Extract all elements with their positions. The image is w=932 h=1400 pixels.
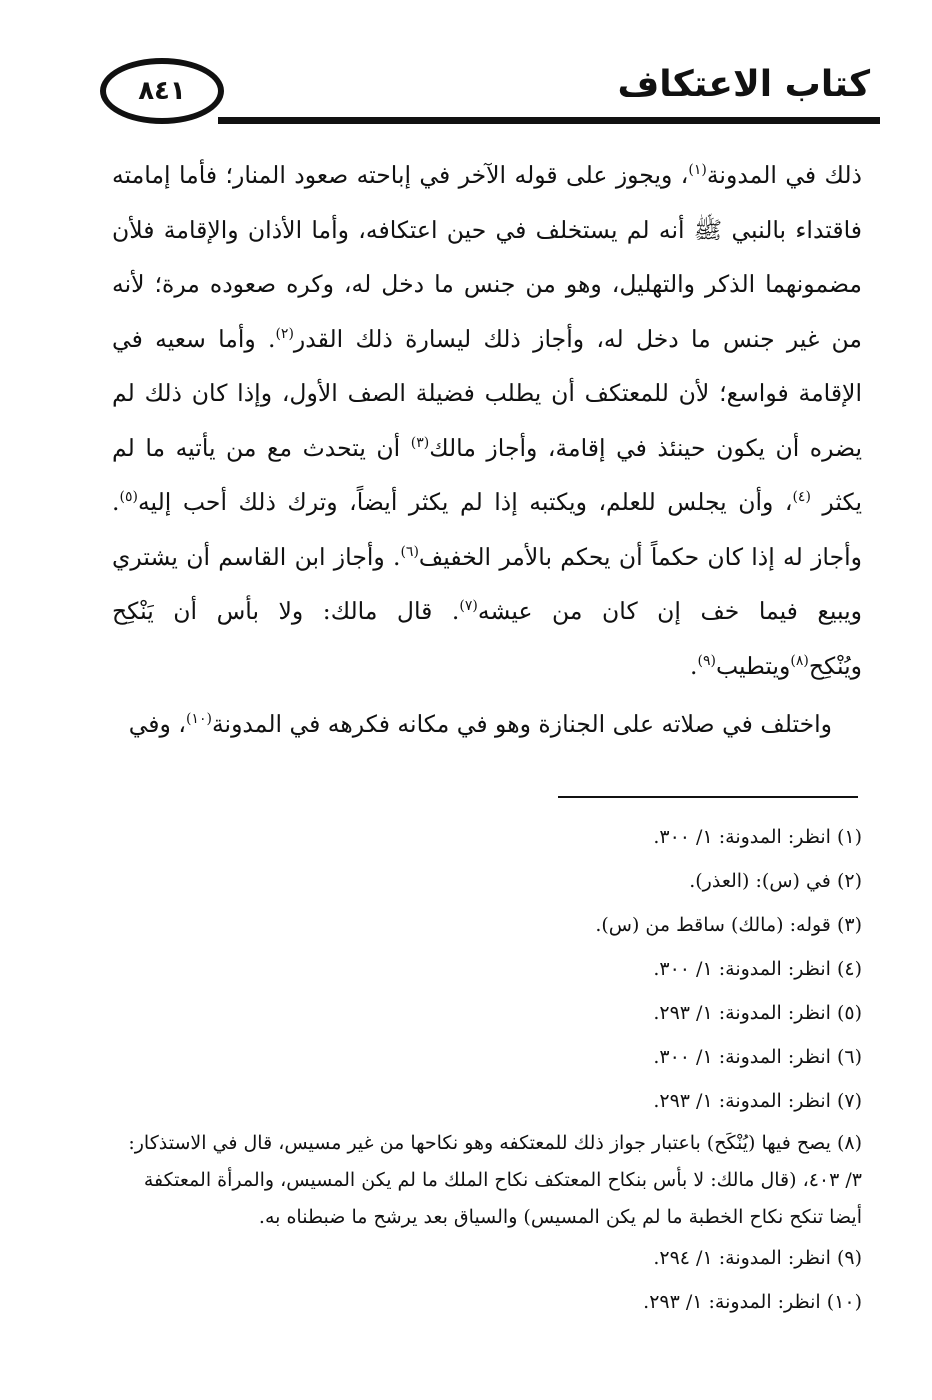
- text-run: واختلف في صلاته على الجنازة وهو في مكانه فكرهه في المدونة: [211, 710, 832, 738]
- footnote-item: [112, 947, 862, 991]
- footnote-marker[interactable]: (٨): [790, 652, 809, 669]
- footnote-text: في (س): (العذر).: [689, 870, 831, 892]
- text-run: . وأجاز ابن القاسم أن يشتري ويبيع فيما خف إن كان من عيشه: [112, 542, 862, 625]
- footnote-marker[interactable]: (١٠): [185, 711, 212, 727]
- footnote-item: [112, 859, 862, 903]
- footnote-marker[interactable]: (٧): [459, 598, 478, 614]
- footnote-number: (٩): [836, 1247, 862, 1269]
- footnote-item: [112, 1125, 862, 1236]
- footnote-number: (٨): [836, 1132, 862, 1154]
- text-run: . قال مالك: ولا بأس أن يَنْكِح ويُنْكِح: [112, 597, 862, 680]
- footnote-item: [112, 1079, 862, 1123]
- text-run: أن يتحدث مع من يأتيه ما لم يكثر: [112, 433, 863, 516]
- footnote-number: (٣): [836, 914, 862, 936]
- footnote-marker[interactable]: (٩): [697, 652, 716, 669]
- footnote-number: (٥): [836, 1002, 862, 1024]
- header-rule: [218, 117, 880, 124]
- footnote-marker[interactable]: (٥): [119, 489, 138, 505]
- footnote-text: يصح فيها (يُنْكَح) باعتبار جواز ذلك للمعتكفه وهو نكاحها من غير مسيس، قال في الاستذكار: ٣/ ٤٠٣، (قال مالك: لا بأس بنكاح المعتكف نكاح الملك ما لم يكن المسيس، والمرأة المعتكفة أيضا تنكح نكاح الخطبة ما لم يكن المسيس) والسياق بعد يرشح ما ضبطناه به.: [128, 1132, 862, 1228]
- footnote-separator: [558, 796, 858, 798]
- footnote-number: (١): [836, 826, 862, 848]
- page-number-oval: [100, 58, 224, 124]
- footnote-number: (٤): [836, 958, 862, 980]
- footnote-text: انظر: المدونة: ١/ ٢٩٣.: [653, 1090, 831, 1112]
- footnote-item: [112, 815, 862, 859]
- text-run: . وأجاز له إذا كان حكماً أن يحكم بالأمر الخفيف: [112, 488, 862, 571]
- footnote-marker[interactable]: (٤): [792, 489, 811, 505]
- footnote-text: انظر: المدونة: ١/ ٢٩٣.: [643, 1291, 821, 1313]
- text-run: . وأما سعيه في الإقامة فواسع؛ لأن للمعتكف أن يطلب فضيلة الصف الأول، وإذا كان ذلك لم يضره أن يكون حينئذ في إقامة، وأجاز مالك: [112, 324, 863, 462]
- footnote-text: انظر: المدونة: ١/ ٢٩٤.: [653, 1247, 831, 1269]
- footnote-text: انظر: المدونة: ١/ ٣٠٠.: [653, 826, 831, 848]
- text-run: ويتطيب: [715, 651, 791, 680]
- book-title: كتاب الاعتكاف: [603, 64, 870, 105]
- text-run: ، وفي: [128, 710, 186, 738]
- footnote-text: انظر: المدونة: ١/ ٣٠٠.: [653, 958, 831, 980]
- footnote-item: [112, 1236, 862, 1280]
- main-text: [112, 148, 862, 752]
- paragraph-1: [112, 148, 862, 693]
- footnote-item: [112, 903, 862, 947]
- footnote-marker[interactable]: (٣): [410, 434, 430, 451]
- footnotes: [112, 815, 862, 1324]
- footnote-item: [112, 991, 862, 1035]
- footnote-text: انظر: المدونة: ١/ ٣٠٠.: [653, 1046, 831, 1068]
- footnote-number: (١٠): [826, 1291, 862, 1313]
- footnote-text: قوله: (مالك) ساقط من (س).: [595, 914, 831, 936]
- footnote-number: (٢): [836, 870, 862, 892]
- text-run: ، وأن يجلس للعلم، ويكتبه إذا لم يكثر أيضاً، وترك ذلك أحب إليه: [137, 488, 793, 516]
- footnote-number: (٦): [836, 1046, 862, 1068]
- page-header: [100, 50, 880, 140]
- footnote-item: [112, 1280, 862, 1324]
- footnote-text: انظر: المدونة: ١/ ٢٩٣.: [653, 1002, 831, 1024]
- text-run: ، ويجوز على قوله الآخر في إباحته صعود المنار؛ فأما إمامته فاقتداء بالنبي ﷺ أنه لم يستخلف في حين اعتكافه، وأما الأذان والإقامة فلأن مضمونهما الذكر والتهليل، وهو من جنس ما دخل له، وكره صعوده مرة؛ لأنه من غير جنس ما دخل له، وأجاز ذلك ليسارة ذلك القدر: [112, 161, 862, 353]
- footnote-number: (٧): [836, 1090, 862, 1112]
- text-run: ذلك في المدونة: [706, 161, 862, 189]
- footnote-item: [112, 1035, 862, 1079]
- footnote-marker[interactable]: (١): [688, 162, 707, 178]
- footnote-marker[interactable]: (٦): [400, 543, 419, 560]
- footnote-marker[interactable]: (٢): [275, 325, 294, 342]
- page-number: ٨٤١: [138, 76, 186, 106]
- paragraph-2: [112, 697, 862, 752]
- text-run: .: [690, 651, 698, 680]
